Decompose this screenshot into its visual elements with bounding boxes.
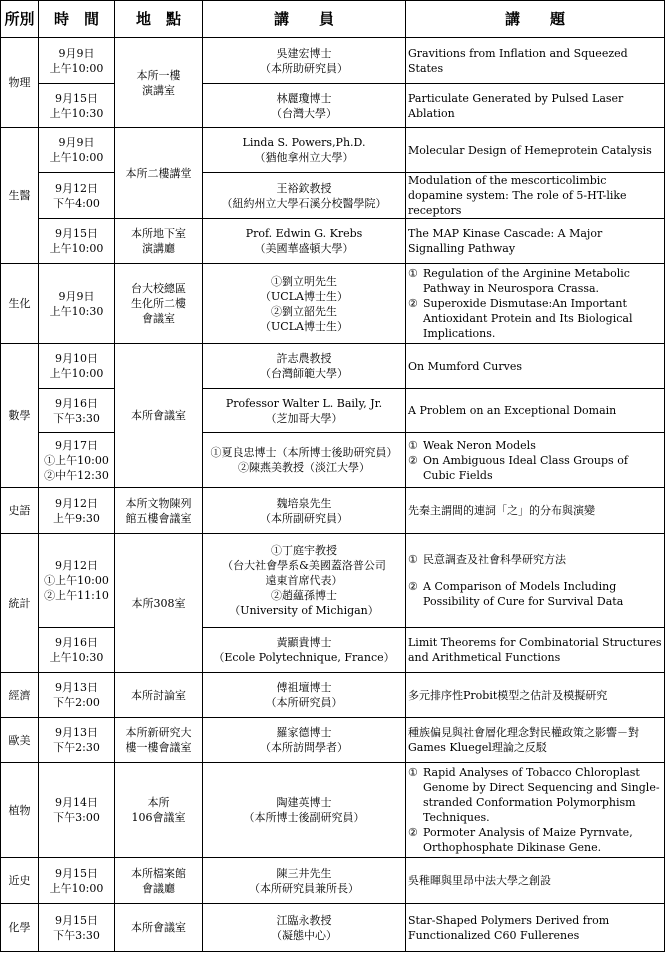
time-cell: 9月15日 上午10:30: [39, 84, 115, 128]
place-cell: 本所 106會議室: [115, 763, 203, 858]
dept-cell: 數學: [1, 344, 39, 488]
speaker-cell: 江臨永教授 （凝態中心）: [203, 904, 406, 952]
time-cell: 9月9日 上午10:00: [39, 128, 115, 173]
place-cell: 本所檔案館 會議廳: [115, 858, 203, 904]
place-cell: 本所討論室: [115, 673, 203, 718]
table-row: [1, 763, 665, 858]
place-cell: 台大校總區 生化所二樓 會議室: [115, 264, 203, 344]
header-dept: 所別: [1, 1, 39, 38]
topic-cell: Limit Theorems for Combinatorial Structures and Arithmetical Functions: [406, 628, 665, 673]
place-cell: 本所二樓講堂: [115, 128, 203, 219]
place-cell: 本所會議室: [115, 344, 203, 488]
topic-cell: The MAP Kinase Cascade: A Major Signalling Pathway: [406, 219, 665, 264]
speaker-cell: 王裕欽教授 （紐約州立大學石溪分校醫學院）: [203, 173, 406, 219]
topic-cell: 先秦主謂間的連詞「之」的分布與演變: [406, 488, 665, 534]
table-row: [1, 433, 665, 488]
speaker-cell: 傅祖壇博士 （本所研究員）: [203, 673, 406, 718]
topic-cell: Modulation of the mescorticolimbic dopamine system: The role of 5-HT-like receptors: [406, 173, 665, 219]
table-row: [1, 858, 665, 904]
header-speaker: 講 員: [203, 1, 406, 38]
topic-cell: A Problem on an Exceptional Domain: [406, 389, 665, 433]
table-row: [1, 904, 665, 952]
table-row: [1, 264, 665, 344]
topic-cell: 多元排序性Probit模型之估計及模擬研究: [406, 673, 665, 718]
speaker-cell: 陶建英博士 （本所博士後副研究員）: [203, 763, 406, 858]
table-row: [1, 718, 665, 763]
time-cell: 9月15日 上午10:00: [39, 219, 115, 264]
speaker-cell: 許志農教授 （台灣師範大學）: [203, 344, 406, 389]
place-cell: 本所會議室: [115, 904, 203, 952]
header-place: 地 點: [115, 1, 203, 38]
topic-cell: Particulate Generated by Pulsed Laser Ablation: [406, 84, 665, 128]
topic-cell: Gravitions from Inflation and Squeezed States: [406, 38, 665, 84]
table-row: [1, 38, 665, 84]
time-cell: 9月15日 上午10:00: [39, 858, 115, 904]
table-row: [1, 219, 665, 264]
dept-cell: 經濟: [1, 673, 39, 718]
table-row: [1, 128, 665, 173]
topic-cell: ① 民意調查及社會科學研究方法 ② A Comparison of Models Including Possibility of Cure for Survival Data: [406, 534, 665, 628]
place-cell: 本所一樓 演講室: [115, 38, 203, 128]
time-cell: 9月12日 上午9:30: [39, 488, 115, 534]
time-cell: 9月10日 上午10:00: [39, 344, 115, 389]
table-row: [1, 84, 665, 128]
time-cell: 9月17日 ①上午10:00 ②中午12:30: [39, 433, 115, 488]
topic-cell: Star-Shaped Polymers Derived from Functionalized C60 Fullerenes: [406, 904, 665, 952]
speaker-cell: 林麗瓊博士 （台灣大學）: [203, 84, 406, 128]
time-cell: 9月12日 ①上午10:00 ②上午11:10: [39, 534, 115, 628]
speaker-cell: Prof. Edwin G. Krebs （美國華盛頓大學）: [203, 219, 406, 264]
table-row: [1, 673, 665, 718]
speaker-cell: ①夏良忠博士（本所博士後助研究員） ②陳燕美教授（淡江大學）: [203, 433, 406, 488]
speaker-cell: 羅家德博士 （本所訪問學者）: [203, 718, 406, 763]
time-cell: 9月13日 下午2:00: [39, 673, 115, 718]
speaker-cell: 陳三井先生 （本所研究員兼所長）: [203, 858, 406, 904]
time-cell: 9月16日 上午10:30: [39, 628, 115, 673]
table-row: [1, 628, 665, 673]
table-row: [1, 344, 665, 389]
speaker-cell: 魏培泉先生 （本所副研究員）: [203, 488, 406, 534]
dept-cell: 歐美: [1, 718, 39, 763]
table-row: [1, 488, 665, 534]
topic-cell: ① Rapid Analyses of Tobacco Chloroplast Genome by Direct Sequencing and Single-stranded Conformation Polymorphism Techniques. ② Pormoter Analysis of Maize Pyrnvate, Orthophosphate Dikinase Gene.: [406, 763, 665, 858]
topic-cell: Molecular Design of Hemeprotein Catalysis: [406, 128, 665, 173]
topic-cell: 種族偏見與社會層化理念對民權政策之影響－對Games Kluegel理論之反駁: [406, 718, 665, 763]
place-cell: 本所308室: [115, 534, 203, 673]
dept-cell: 統計: [1, 534, 39, 673]
time-cell: 9月9日 上午10:00: [39, 38, 115, 84]
speaker-cell: Linda S. Powers,Ph.D. （猶他拿州立大學）: [203, 128, 406, 173]
dept-cell: 物理: [1, 38, 39, 128]
topic-cell: On Mumford Curves: [406, 344, 665, 389]
topic-cell: ① Weak Neron Models ② On Ambiguous Ideal Class Groups of Cubic Fields: [406, 433, 665, 488]
dept-cell: 生醫: [1, 128, 39, 264]
speaker-cell: ①丁庭宇教授 （台大社會學系&美國蓋洛普公司 遠東首席代表） ②趙蘊孫博士 （University of Michigan）: [203, 534, 406, 628]
topic-cell: 吳稚暉與里昂中法大學之創設: [406, 858, 665, 904]
header-topic: 講 題: [406, 1, 665, 38]
speaker-cell: 黃顯貴博士 （Ecole Polytechnique, France）: [203, 628, 406, 673]
place-cell: 本所地下室 演講廳: [115, 219, 203, 264]
table-row: [1, 534, 665, 628]
time-cell: 9月13日 下午2:30: [39, 718, 115, 763]
speaker-cell: 吳建宏博士 （本所助研究員）: [203, 38, 406, 84]
time-cell: 9月12日 下午4:00: [39, 173, 115, 219]
table-row: [1, 173, 665, 219]
header-time: 時 間: [39, 1, 115, 38]
topic-cell: ① Regulation of the Arginine Metabolic Pathway in Neurospora Crassa. ② Superoxide Dismutase:An Important Antioxidant Protein and Its Biological Implications.: [406, 264, 665, 344]
time-cell: 9月9日 上午10:30: [39, 264, 115, 344]
dept-cell: 近史: [1, 858, 39, 904]
dept-cell: 化學: [1, 904, 39, 952]
dept-cell: 史語: [1, 488, 39, 534]
dept-cell: 植物: [1, 763, 39, 858]
speaker-cell: Professor Walter L. Baily, Jr. （芝加哥大學）: [203, 389, 406, 433]
time-cell: 9月14日 下午3:00: [39, 763, 115, 858]
table-row: [1, 389, 665, 433]
speaker-cell: ①劉立明先生 （UCLA博士生） ②劉立韶先生 （UCLA博士生）: [203, 264, 406, 344]
header-row: [1, 1, 665, 38]
time-cell: 9月15日 下午3:30: [39, 904, 115, 952]
time-cell: 9月16日 下午3:30: [39, 389, 115, 433]
place-cell: 本所新研究大 樓一樓會議室: [115, 718, 203, 763]
dept-cell: 生化: [1, 264, 39, 344]
place-cell: 本所文物陳列 館五樓會議室: [115, 488, 203, 534]
